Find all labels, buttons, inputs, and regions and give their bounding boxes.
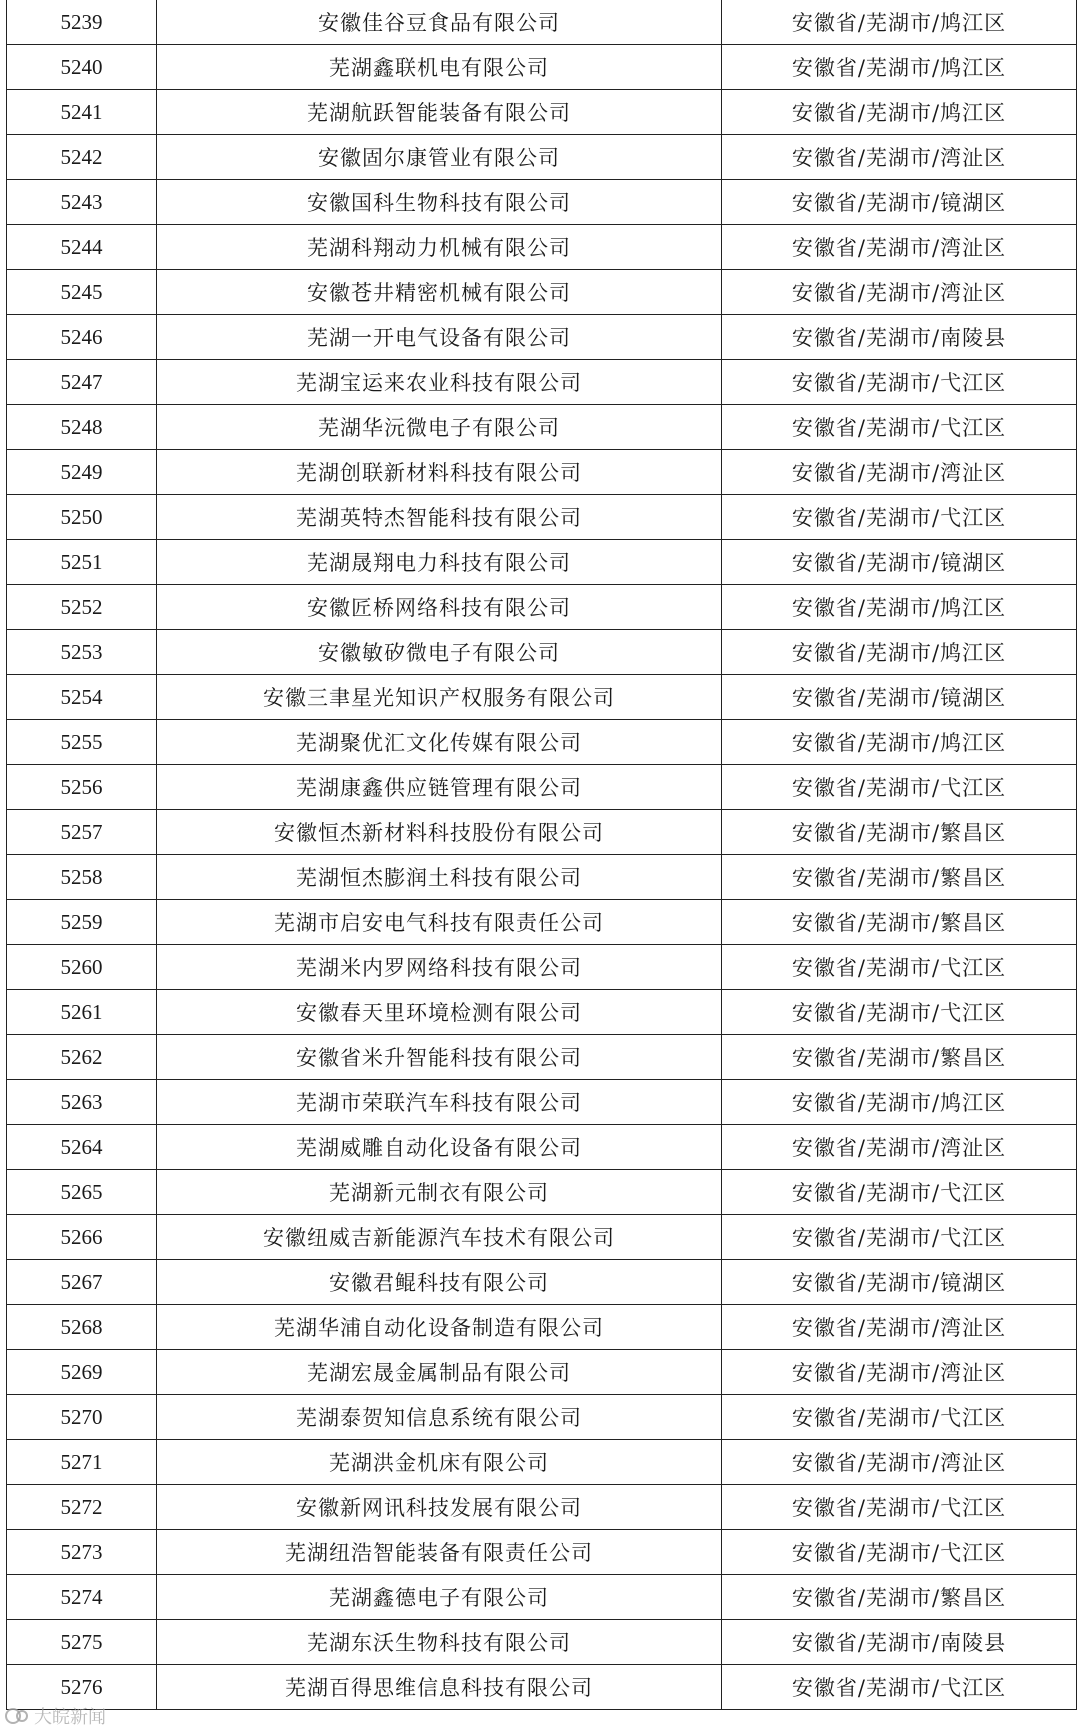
region-cell: 安徽省/芜湖市/湾沚区 [722,135,1077,180]
table-row [7,180,1077,225]
table-row [7,1125,1077,1170]
table-row [7,1260,1077,1305]
row-number-cell: 5248 [7,405,157,450]
table-row [7,450,1077,495]
company-name-cell: 芜湖一开电气设备有限公司 [157,315,722,360]
row-number-cell: 5240 [7,45,157,90]
company-name-cell: 安徽新网讯科技发展有限公司 [157,1485,722,1530]
row-number-cell: 5241 [7,90,157,135]
table-row [7,1440,1077,1485]
row-number-cell: 5273 [7,1530,157,1575]
table-row [7,1575,1077,1620]
table-row [7,270,1077,315]
company-name-cell: 芜湖市荣联汽车科技有限公司 [157,1080,722,1125]
region-cell: 安徽省/芜湖市/湾沚区 [722,1305,1077,1350]
company-name-cell: 芜湖晟翔电力科技有限公司 [157,540,722,585]
table-row [7,135,1077,180]
region-cell: 安徽省/芜湖市/鸠江区 [722,585,1077,630]
row-number-cell: 5239 [7,0,157,45]
region-cell: 安徽省/芜湖市/湾沚区 [722,1350,1077,1395]
row-number-cell: 5275 [7,1620,157,1665]
company-name-cell: 芜湖泰贺知信息系统有限公司 [157,1395,722,1440]
company-name-cell: 安徽省米升智能科技有限公司 [157,1035,722,1080]
table-row [7,1530,1077,1575]
company-name-cell: 芜湖聚优汇文化传媒有限公司 [157,720,722,765]
region-cell: 安徽省/芜湖市/南陵县 [722,315,1077,360]
row-number-cell: 5242 [7,135,157,180]
row-number-cell: 5264 [7,1125,157,1170]
table-row [7,1665,1077,1710]
company-name-cell: 芜湖威雕自动化设备有限公司 [157,1125,722,1170]
company-name-cell: 安徽恒杰新材料科技股份有限公司 [157,810,722,855]
row-number-cell: 5267 [7,1260,157,1305]
table-row [7,1080,1077,1125]
region-cell: 安徽省/芜湖市/弋江区 [722,945,1077,990]
table-row [7,1215,1077,1260]
company-name-cell: 安徽固尔康管业有限公司 [157,135,722,180]
region-cell: 安徽省/芜湖市/鸠江区 [722,45,1077,90]
region-cell: 安徽省/芜湖市/鸠江区 [722,90,1077,135]
table-row [7,765,1077,810]
row-number-cell: 5276 [7,1665,157,1710]
row-number-cell: 5243 [7,180,157,225]
table-row [7,315,1077,360]
table-row [7,1305,1077,1350]
table-row [7,90,1077,135]
table-row [7,540,1077,585]
region-cell: 安徽省/芜湖市/弋江区 [722,1170,1077,1215]
company-name-cell: 芜湖纽浩智能装备有限责任公司 [157,1530,722,1575]
region-cell: 安徽省/芜湖市/弋江区 [722,1485,1077,1530]
row-number-cell: 5274 [7,1575,157,1620]
table-row [7,1620,1077,1665]
row-number-cell: 5261 [7,990,157,1035]
row-number-cell: 5272 [7,1485,157,1530]
row-number-cell: 5259 [7,900,157,945]
region-cell: 安徽省/芜湖市/繁昌区 [722,810,1077,855]
row-number-cell: 5256 [7,765,157,810]
company-list-sheet [6,0,1076,1710]
company-table-body [7,0,1077,1710]
company-name-cell: 芜湖英特杰智能科技有限公司 [157,495,722,540]
company-name-cell: 芜湖宝运来农业科技有限公司 [157,360,722,405]
region-cell: 安徽省/芜湖市/湾沚区 [722,1125,1077,1170]
row-number-cell: 5251 [7,540,157,585]
table-row [7,0,1077,45]
company-name-cell: 芜湖百得思维信息科技有限公司 [157,1665,722,1710]
region-cell: 安徽省/芜湖市/弋江区 [722,1530,1077,1575]
company-name-cell: 芜湖创联新材料科技有限公司 [157,450,722,495]
row-number-cell: 5268 [7,1305,157,1350]
row-number-cell: 5249 [7,450,157,495]
company-table [6,0,1077,1710]
region-cell: 安徽省/芜湖市/繁昌区 [722,855,1077,900]
company-name-cell: 芜湖科翔动力机械有限公司 [157,225,722,270]
company-name-cell: 芜湖华浦自动化设备制造有限公司 [157,1305,722,1350]
row-number-cell: 5247 [7,360,157,405]
company-name-cell: 芜湖市启安电气科技有限责任公司 [157,900,722,945]
row-number-cell: 5257 [7,810,157,855]
region-cell: 安徽省/芜湖市/南陵县 [722,1620,1077,1665]
company-name-cell: 安徽苍井精密机械有限公司 [157,270,722,315]
table-row [7,990,1077,1035]
company-name-cell: 安徽匠桥网络科技有限公司 [157,585,722,630]
table-row [7,900,1077,945]
company-name-cell: 芜湖新元制衣有限公司 [157,1170,722,1215]
region-cell: 安徽省/芜湖市/湾沚区 [722,225,1077,270]
company-name-cell: 芜湖航跃智能装备有限公司 [157,90,722,135]
company-name-cell: 芜湖宏晟金属制品有限公司 [157,1350,722,1395]
company-name-cell: 芜湖康鑫供应链管理有限公司 [157,765,722,810]
row-number-cell: 5265 [7,1170,157,1215]
table-row [7,1350,1077,1395]
row-number-cell: 5255 [7,720,157,765]
row-number-cell: 5253 [7,630,157,675]
region-cell: 安徽省/芜湖市/弋江区 [722,360,1077,405]
row-number-cell: 5252 [7,585,157,630]
region-cell: 安徽省/芜湖市/弋江区 [722,990,1077,1035]
region-cell: 安徽省/芜湖市/鸠江区 [722,0,1077,45]
region-cell: 安徽省/芜湖市/繁昌区 [722,900,1077,945]
region-cell: 安徽省/芜湖市/镜湖区 [722,540,1077,585]
watermark-text: 大皖新闻 [34,1707,106,1728]
table-row [7,675,1077,720]
table-row [7,810,1077,855]
row-number-cell: 5270 [7,1395,157,1440]
region-cell: 安徽省/芜湖市/弋江区 [722,1395,1077,1440]
region-cell: 安徽省/芜湖市/弋江区 [722,1665,1077,1710]
table-row [7,405,1077,450]
row-number-cell: 5245 [7,270,157,315]
region-cell: 安徽省/芜湖市/繁昌区 [722,1575,1077,1620]
company-name-cell: 芜湖恒杰膨润土科技有限公司 [157,855,722,900]
table-row [7,1170,1077,1215]
region-cell: 安徽省/芜湖市/弋江区 [722,495,1077,540]
region-cell: 安徽省/芜湖市/湾沚区 [722,1440,1077,1485]
company-name-cell: 芜湖鑫德电子有限公司 [157,1575,722,1620]
company-name-cell: 安徽纽威吉新能源汽车技术有限公司 [157,1215,722,1260]
row-number-cell: 5244 [7,225,157,270]
table-row [7,720,1077,765]
table-row [7,1395,1077,1440]
company-name-cell: 安徽佳谷豆食品有限公司 [157,0,722,45]
row-number-cell: 5260 [7,945,157,990]
company-name-cell: 芜湖东沃生物科技有限公司 [157,1620,722,1665]
table-row [7,1035,1077,1080]
region-cell: 安徽省/芜湖市/镜湖区 [722,1260,1077,1305]
table-row [7,225,1077,270]
region-cell: 安徽省/芜湖市/鸠江区 [722,630,1077,675]
table-row [7,585,1077,630]
region-cell: 安徽省/芜湖市/弋江区 [722,765,1077,810]
table-row [7,630,1077,675]
company-name-cell: 芜湖米内罗网络科技有限公司 [157,945,722,990]
row-number-cell: 5258 [7,855,157,900]
row-number-cell: 5271 [7,1440,157,1485]
region-cell: 安徽省/芜湖市/鸠江区 [722,720,1077,765]
company-name-cell: 芜湖洪金机床有限公司 [157,1440,722,1485]
row-number-cell: 5254 [7,675,157,720]
table-row [7,360,1077,405]
table-row [7,1485,1077,1530]
region-cell: 安徽省/芜湖市/弋江区 [722,405,1077,450]
table-row [7,45,1077,90]
table-row [7,855,1077,900]
company-name-cell: 芜湖华沅微电子有限公司 [157,405,722,450]
company-name-cell: 芜湖鑫联机电有限公司 [157,45,722,90]
row-number-cell: 5266 [7,1215,157,1260]
region-cell: 安徽省/芜湖市/湾沚区 [722,270,1077,315]
company-name-cell: 安徽春天里环境检测有限公司 [157,990,722,1035]
row-number-cell: 5246 [7,315,157,360]
company-name-cell: 安徽国科生物科技有限公司 [157,180,722,225]
row-number-cell: 5263 [7,1080,157,1125]
region-cell: 安徽省/芜湖市/弋江区 [722,1215,1077,1260]
row-number-cell: 5250 [7,495,157,540]
region-cell: 安徽省/芜湖市/鸠江区 [722,1080,1077,1125]
table-row [7,945,1077,990]
region-cell: 安徽省/芜湖市/镜湖区 [722,675,1077,720]
region-cell: 安徽省/芜湖市/湾沚区 [722,450,1077,495]
company-name-cell: 安徽三聿星光知识产权服务有限公司 [157,675,722,720]
region-cell: 安徽省/芜湖市/镜湖区 [722,180,1077,225]
company-name-cell: 安徽君鲲科技有限公司 [157,1260,722,1305]
region-cell: 安徽省/芜湖市/繁昌区 [722,1035,1077,1080]
row-number-cell: 5262 [7,1035,157,1080]
table-row [7,495,1077,540]
company-name-cell: 安徽敏矽微电子有限公司 [157,630,722,675]
row-number-cell: 5269 [7,1350,157,1395]
